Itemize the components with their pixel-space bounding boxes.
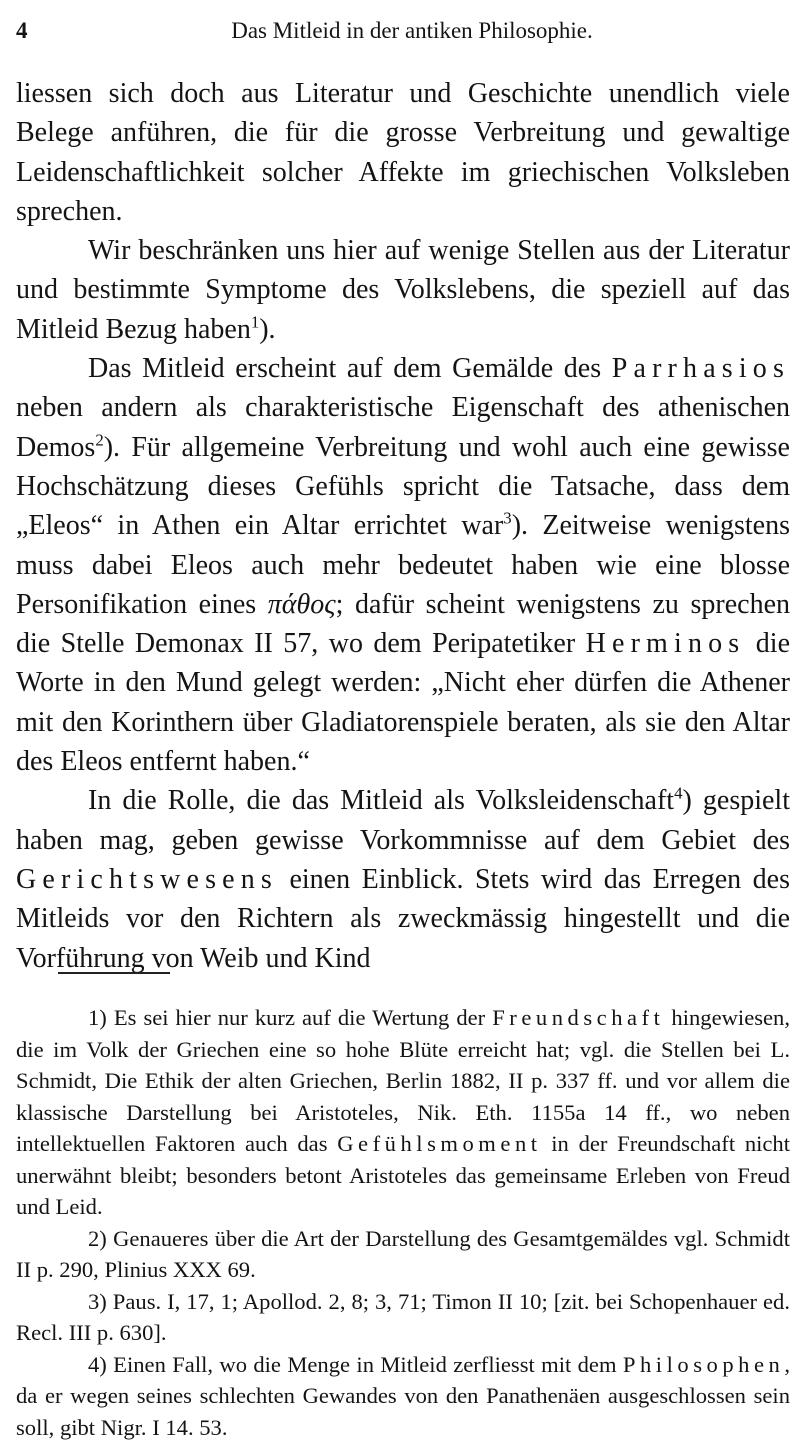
- footnote-4: 4) Einen Fall, wo die Menge in Mitleid zerfliesst mit dem Philosophen, da er wegen seines schlechten Gewandes von den Panathenäen ausgeschlossen sein soll, gibt Nigr. I 14. 53.: [16, 1349, 790, 1443]
- paragraph-2: Wir beschränken uns hier auf wenige Stellen aus der Literatur und bestimmte Symptome des Volkslebens, die speziell auf das Mitleid Bezug haben$^1$).: [16, 231, 790, 349]
- greek-word: πάθος: [268, 589, 336, 620]
- page-header: [16, 14, 788, 48]
- spaced-word-freundschaft: Freundschaft: [492, 1005, 664, 1030]
- footnote-ref-3: 3: [503, 509, 511, 528]
- running-title: Das Mitleid in der antiken Philosophie.: [16, 14, 788, 48]
- spaced-name-herminos: Herminos: [586, 628, 746, 659]
- spaced-word-philosophen: Philosophen: [623, 1352, 784, 1377]
- footnote-ref-4: 4: [674, 784, 682, 803]
- footnotes: [16, 1002, 790, 1443]
- paragraph-4: In die Rolle, die das Mitleid als Volksleidenschaft$^4$) gespielt haben mag, geben gewisse Vorkommnisse auf dem Gebiet des Gerichtswesens einen Einblick. Stets wird das Erregen des Mitleids vor den Richtern als zweckmässig hingestellt und die Vorführung von Weib und Kind: [16, 781, 790, 977]
- footnote-separator: [58, 972, 170, 974]
- footnote-2: 2) Genaueres über die Art der Darstellung des Gesamtgemäldes vgl. Schmidt II p. 290, Plinius XXX 69.: [16, 1223, 790, 1286]
- spaced-word-gefuehlsmoment: Gefühlsmoment: [337, 1131, 541, 1156]
- spaced-word-gerichtswesens: Gerichtswesens: [16, 864, 278, 895]
- page-number: 4: [16, 14, 28, 48]
- spaced-name-parrhasios: Parrhasios: [612, 353, 790, 384]
- footnote-1: 1) Es sei hier nur kurz auf die Wertung der Freundschaft hingewiesen, die im Volk der Griechen eine so hohe Blüte erreicht hat; vgl. die Stellen bei L. Schmidt, Die Ethik der alten Griechen, Berlin 1882, II p. 337 ff. und vor allem die klassische Darstellung bei Aristoteles, Nik. Eth. 1155a 14 ff., wo neben intellektuellen Faktoren auch das Gefühlsmoment in der Freundschaft nicht unerwähnt bleibt; besonders betont Aristoteles das gemeinsame Erleben von Freud und Leid.: [16, 1002, 790, 1223]
- paragraph-1: liessen sich doch aus Literatur und Geschichte unendlich viele Belege anführen, die für die grosse Verbreitung und gewaltige Leidenschaftlichkeit solcher Affekte im griechischen Volksleben sprechen.: [16, 74, 790, 231]
- footnote-3: 3) Paus. I, 17, 1; Apollod. 2, 8; 3, 71; Timon II 10; [zit. bei Schopenhauer ed. Recl. III p. 630].: [16, 1286, 790, 1349]
- main-text: [16, 74, 790, 978]
- footnote-ref-2: 2: [95, 430, 103, 449]
- paragraph-3: Das Mitleid erscheint auf dem Gemälde des Parrhasios neben andern als charakteristische Eigenschaft des athenischen Demos$^2$). Für allgemeine Verbreitung und wohl auch eine gewisse Hochschätzung dieses Gefühls spricht die Tatsache, dass dem „Eleos“ in Athen ein Altar errichtet war$^3$). Zeitweise wenigstens muss dabei Eleos auch mehr bedeutet haben wie eine blosse Personifikation eines πάθος; dafür scheint wenigstens zu sprechen die Stelle Demonax II 57, wo dem Peripatetiker Herminos die Worte in den Mund gelegt werden: „Nicht eher dürfen die Athener mit den Korinthern über Gladiatorenspiele beraten, als sie den Altar des Eleos entfernt haben.“: [16, 349, 790, 781]
- footnote-ref-1: 1: [251, 312, 259, 331]
